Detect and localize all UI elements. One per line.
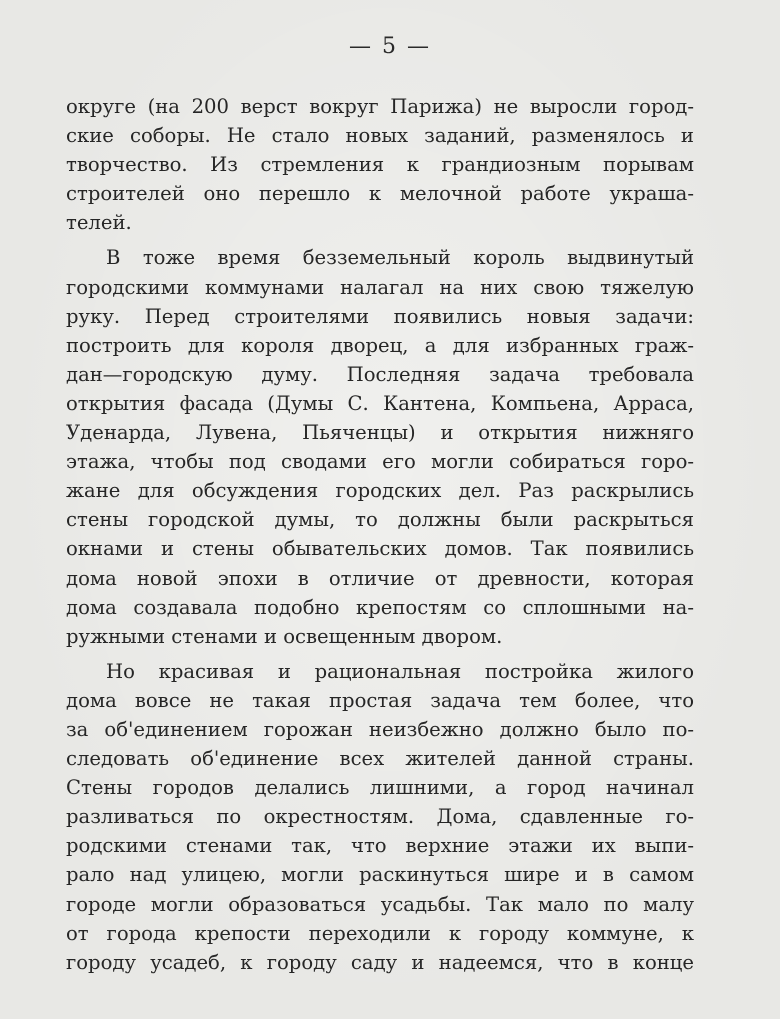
text-line: ские соборы. Не стало новых заданий, разменялось и bbox=[66, 124, 694, 148]
paragraph-1 bbox=[66, 92, 694, 237]
text-line: рало над улицею, могли раскинуться шире и в самом bbox=[66, 863, 694, 887]
text-line: Стены городов делались лишними, а город начинал bbox=[66, 776, 694, 800]
text-line: дома новой эпохи в отличие от древности, которая bbox=[66, 566, 694, 590]
text-line: дома вовсе не такая простая задача тем более, что bbox=[66, 688, 694, 712]
text-line: родскими стенами так, что верхние этажи их выпи- bbox=[66, 834, 694, 858]
text-line: окнами и стены обывательских домов. Так появились bbox=[66, 537, 694, 561]
text-line: Но красивая и рациональная постройка жилого bbox=[106, 659, 694, 683]
text-line: округе (на 200 верст вокруг Парижа) не выросли город- bbox=[66, 95, 694, 118]
text-line: руку. Перед строителями появились новыя задачи: bbox=[66, 304, 694, 328]
text-line: жане для обсуждения городских дел. Раз раскрылись bbox=[66, 479, 694, 503]
text-line: от города крепости переходили к городу коммуне, к bbox=[66, 921, 694, 945]
text-line: стены городской думы, то должны были раскрыться bbox=[66, 508, 694, 532]
text-line: городскими коммунами налагал на них свою тяжелую bbox=[66, 275, 694, 299]
body-text bbox=[66, 92, 694, 977]
text-line: этажа, чтобы под сводами его могли собираться горо- bbox=[66, 450, 694, 474]
text-line: В тоже время безземельный король выдвинутый bbox=[106, 246, 694, 270]
page-number: — 5 — bbox=[349, 34, 431, 59]
text-line: за об'единением горожан неизбежно должно было по- bbox=[66, 717, 694, 741]
text-line: строителей оно перешло к мелочной работе украша- bbox=[66, 182, 694, 206]
text-line: построить для короля дворец, а для избранных граж- bbox=[66, 333, 694, 357]
text-line: разливаться по окрестностям. Дома, сдавленные го- bbox=[66, 805, 694, 829]
text-line: ружными стенами и освещенным двором. bbox=[66, 624, 503, 648]
text-line: Уденарда, Лувена, Пьяченцы) и открытия нижняго bbox=[66, 421, 694, 445]
text-line: открытия фасада (Думы С. Кантена, Компьена, Арраса, bbox=[66, 391, 694, 415]
text-line: дома создавала подобно крепостям со сплошными на- bbox=[66, 595, 694, 619]
text-line: творчество. Из стремления к грандиозным порывам bbox=[66, 153, 694, 177]
text-line: телей. bbox=[66, 211, 132, 235]
paragraph-2 bbox=[66, 243, 694, 650]
paragraph-3 bbox=[66, 657, 694, 977]
text-line: следовать об'единение всех жителей данной страны. bbox=[66, 747, 694, 771]
text-line: городе могли образоваться усадьбы. Так мало по малу bbox=[66, 892, 694, 916]
text-line: городу усадеб, к городу саду и надеемся, что в конце bbox=[66, 950, 694, 974]
text-line: дан—городскую думу. Последняя задача требовала bbox=[66, 362, 694, 386]
